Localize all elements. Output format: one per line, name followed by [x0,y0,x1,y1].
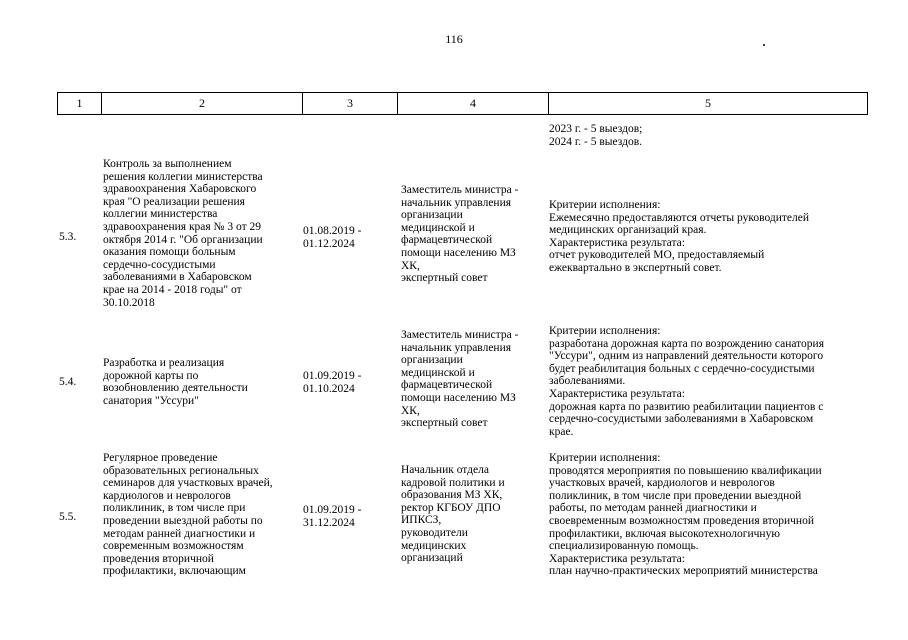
row-result: Критерии исполнения: разработана дорожная карта по возрождению санатория "Уссури", одним из направлений деятельности которого будет реабилитация больных с сердечно-сосудистыми заболеваниями. Характеристика результата: дорожная карта по развитию реабилитации пациентов с сердечно-сосудистыми заболеваниями в Хабаровском крае. [549,325,824,438]
row-responsible: Начальник отдела кадровой политики и образования МЗ ХК, ректор КГБОУ ДПО ИПКСЗ, руководители медицинских организаций [401,464,505,565]
row-number: 5.3. [59,231,77,243]
stray-mark [763,44,765,46]
row-responsible: Заместитель министра - начальник управления организации медицинской и фармацевтической помощи населению МЗ ХК, экспертный совет [401,329,519,430]
column-header-3: 3 [303,93,398,115]
row-result: Критерии исполнения: Ежемесячно предоставляются отчеты руководителей медицинских организаций края. Характеристика результата: отчет руководителей МО, предоставляемый ежеквартально в экспертный совет. [549,199,809,274]
row-responsible: Заместитель министра - начальник управления организации медицинской и фармацевтической помощи населению МЗ ХК, экспертный совет [401,184,519,285]
row-description: Контроль за выполнением решения коллегии министерства здравоохранения Хабаровского края "О реализации решения коллегии министерства здравоохранения края № 3 от 29 октября 2014 г. "Об организации оказания помощи больным сердечно-сосудистыми заболеваниями в Хабаровском крае на 2014 - 2018 годы" от 30.10.2018 [103,158,263,309]
row-number: 5.4. [59,376,77,388]
column-header-2: 2 [102,93,303,115]
column-header-4: 4 [398,93,549,115]
column-header-table [57,92,868,115]
row-number: 5.5. [59,511,77,523]
column-header-row [58,93,868,115]
column-header-1: 1 [58,93,102,115]
row-dates: 01.09.2019 - 31.12.2024 [303,504,362,529]
row-result: Критерии исполнения: проводятся мероприятия по повышению квалификации участковых врачей, кардиологов и неврологов поликлиник, в том числе при проведении выездной работы, по методам ранней диагностики и своевременным возможностям проведения вторичной профилактики, включая высокотехнологичную специализированную помощь. Характеристика результата: план научно-практических мероприятий министерства [549,452,822,578]
row-description: Регулярное проведение образовательных региональных семинаров для участковых врачей, кардиологов и неврологов поликлиник, в том числе при проведении выездной работы по методам ранней диагностики и современным возможностям проведения вторичной профилактики, включающим [103,452,273,578]
column-header-5: 5 [549,93,868,115]
page-number: 116 [445,32,463,46]
row-dates: 01.08.2019 - 01.12.2024 [303,225,362,250]
row-dates: 01.09.2019 - 01.10.2024 [303,370,362,395]
continuation-result-text: 2023 г. - 5 выездов; 2024 г. - 5 выездов. [549,123,643,148]
row-description: Разработка и реализация дорожной карты по возобновлению деятельности санатория "Уссури" [103,357,248,407]
